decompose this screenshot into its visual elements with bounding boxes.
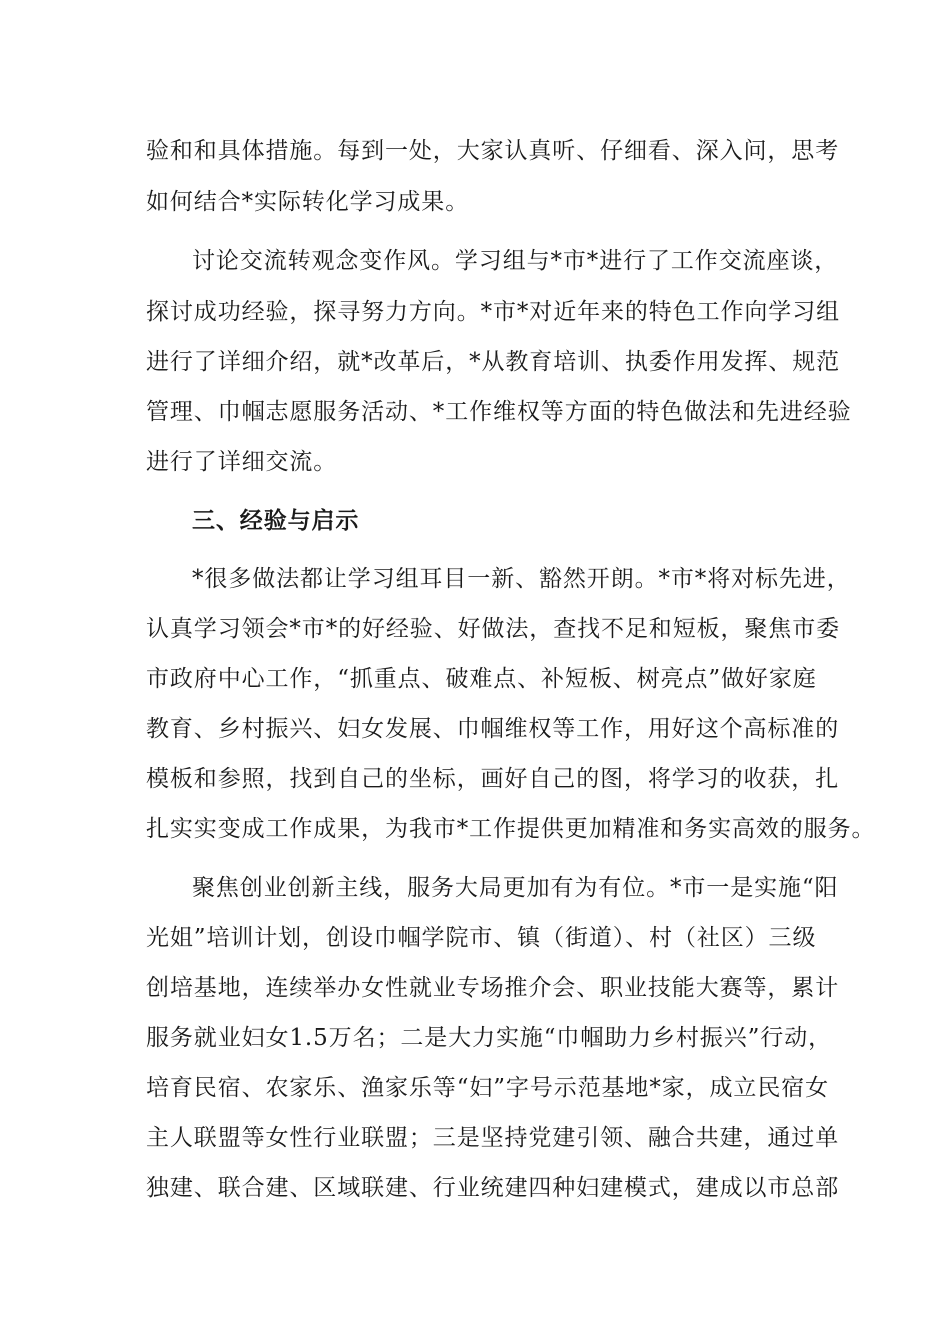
paragraph-3-line-3: 市政府中心工作，“抓重点、破难点、补短板、树亮点”做好家庭 [146,666,817,692]
paragraph-3-line-1: *很多做法都让学习组耳目一新、豁然开朗。*市*将对标先进， [192,566,851,592]
paragraph-4-line-4: 服务就业妇女1.5万名；二是大力实施“巾帼助力乡村振兴”行动， [146,1025,832,1051]
section-heading: 三、经验与启示 [192,508,360,534]
paragraph-3-line-5: 模板和参照，找到自己的坐标，画好自己的图，将学习的收获，扎 [146,766,840,792]
paragraph-2-line-4: 管理、巾帼志愿服务活动、*工作维权等方面的特色做法和先进经验 [146,399,852,425]
paragraph-2-line-2: 探讨成功经验，探寻努力方向。*市*对近年来的特色工作向学习组 [146,299,840,325]
paragraph-3-line-6: 扎实实变成工作成果，为我市*工作提供更加精准和务实高效的服务。 [146,816,876,842]
paragraph-1-line-1: 验和和具体措施。每到一处，大家认真听、仔细看、深入问，思考 [146,138,840,164]
paragraph-4-line-6: 主人联盟等女性行业联盟；三是坚持党建引领、融合共建，通过单 [146,1125,840,1151]
paragraph-2-line-1: 讨论交流转观念变作风。学习组与*市*进行了工作交流座谈， [192,248,839,274]
paragraph-4-line-5: 培育民宿、农家乐、渔家乐等“妇”字号示范基地*家，成立民宿女 [146,1075,830,1101]
paragraph-3-line-4: 教育、乡村振兴、妇女发展、巾帼维权等工作，用好这个高标准的 [146,716,840,742]
paragraph-2-line-5: 进行了详细交流。 [146,449,338,475]
paragraph-4-line-2: 光姐”培训计划，创设巾帼学院市、镇（街道）、村（社区）三级 [146,925,817,951]
paragraph-3-line-2: 认真学习领会*市*的好经验、好做法，查找不足和短板，聚焦市委 [146,616,840,642]
paragraph-2-line-3: 进行了详细介绍，就*改革后，*从教育培训、执委作用发挥、规范 [146,349,840,375]
paragraph-4-line-1: 聚焦创业创新主线，服务大局更加有为有位。*市一是实施“阳 [192,875,839,901]
paragraph-1-line-2: 如何结合*实际转化学习成果。 [146,189,470,215]
paragraph-4-line-7: 独建、联合建、区域联建、行业统建四种妇建模式，建成以市总部 [146,1175,840,1201]
paragraph-4-line-3: 创培基地，连续举办女性就业专场推介会、职业技能大赛等，累计 [146,975,840,1001]
